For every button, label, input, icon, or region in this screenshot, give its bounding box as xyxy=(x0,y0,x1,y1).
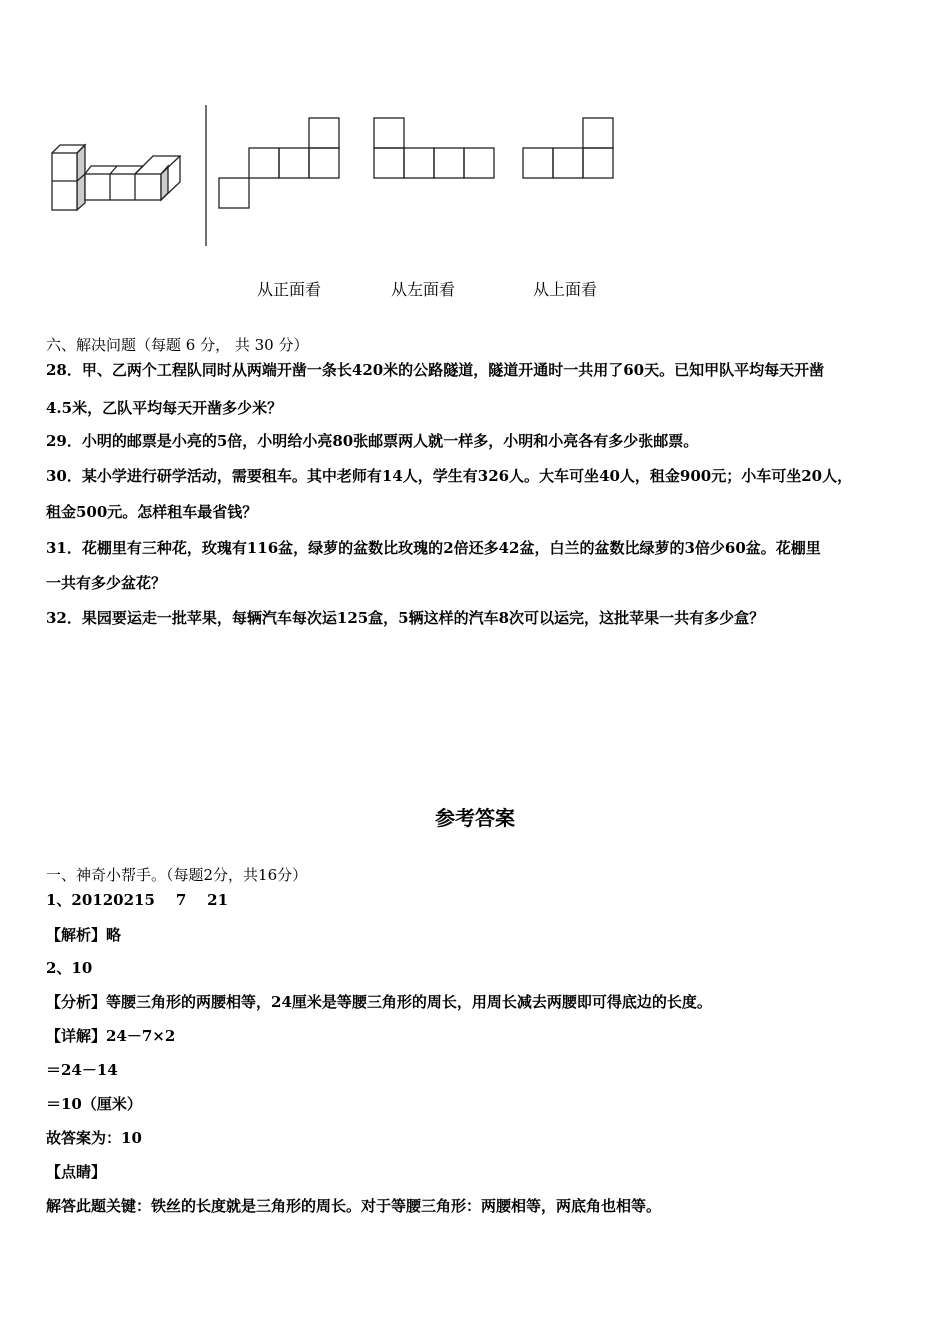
answer-2-comment-label: 【点睛】 xyxy=(46,1163,107,1181)
section-heading: 六、解决问题（每题 6 分， 共 30 分） xyxy=(46,336,309,354)
answers-section-heading: 一、神奇小帮手。（每题2分，共16分） xyxy=(46,866,308,884)
answer-2-comment: 解答此题关键：铁丝的长度就是三角形的周长。对于等腰三角形：两腰相等，两底角也相等。 xyxy=(46,1197,662,1215)
label-top-view: 从上面看 xyxy=(533,280,598,299)
label-front-view: 从正面看 xyxy=(257,280,322,299)
answer-2-step2: ＝10（厘米） xyxy=(46,1095,142,1113)
front-view xyxy=(219,118,339,208)
label-left-view: 从左面看 xyxy=(391,280,456,299)
top-view xyxy=(523,118,613,178)
question-30: 30．某小学进行研学活动，需要租车。其中老师有14人，学生有326人。大车可坐40人，租金900元；小车可坐20人， xyxy=(46,467,853,485)
question-29: 29．小明的邮票是小亮的5倍，小明给小亮80张邮票两人就一样多，小明和小亮各有多少张邮票。 xyxy=(46,432,699,450)
answer-2-result: 故答案为：10 xyxy=(46,1129,142,1147)
cube-figure xyxy=(52,145,180,210)
answer-2-step1: ＝24－14 xyxy=(46,1061,118,1079)
question-30-cont: 租金500元。怎样租车最省钱？ xyxy=(46,503,258,521)
question-28-cont: 4.5米，乙队平均每天开凿多少米？ xyxy=(46,399,283,417)
question-31: 31．花棚里有三种花，玫瑰有116盆，绿萝的盆数比玫瑰的2倍还多42盆，白兰的盆数比绿萝的3倍少60盆。花棚里 xyxy=(46,539,821,557)
answer-2: 2、10 xyxy=(46,959,93,977)
answer-2-detail: 【详解】24－7×2 xyxy=(46,1027,176,1045)
three-view-figure xyxy=(0,0,950,260)
left-view xyxy=(374,118,494,178)
question-31-cont: 一共有多少盆花？ xyxy=(46,574,167,592)
answers-title: 参考答案 xyxy=(435,806,515,830)
answer-1: 1、20120215 7 21 xyxy=(46,891,229,909)
answer-2-analysis: 【分析】等腰三角形的两腰相等，24厘米是等腰三角形的周长，用周长减去两腰即可得底边的长度。 xyxy=(46,993,712,1011)
question-32: 32．果园要运走一批苹果，每辆汽车每次运125盒，5辆这样的汽车8次可以运完，这批苹果一共有多少盒？ xyxy=(46,609,765,627)
question-28: 28．甲、乙两个工程队同时从两端开凿一条长420米的公路隧道，隧道开通时一共用了60天。已知甲队平均每天开凿 xyxy=(46,361,825,379)
answer-1-analysis: 【解析】略 xyxy=(46,926,122,944)
